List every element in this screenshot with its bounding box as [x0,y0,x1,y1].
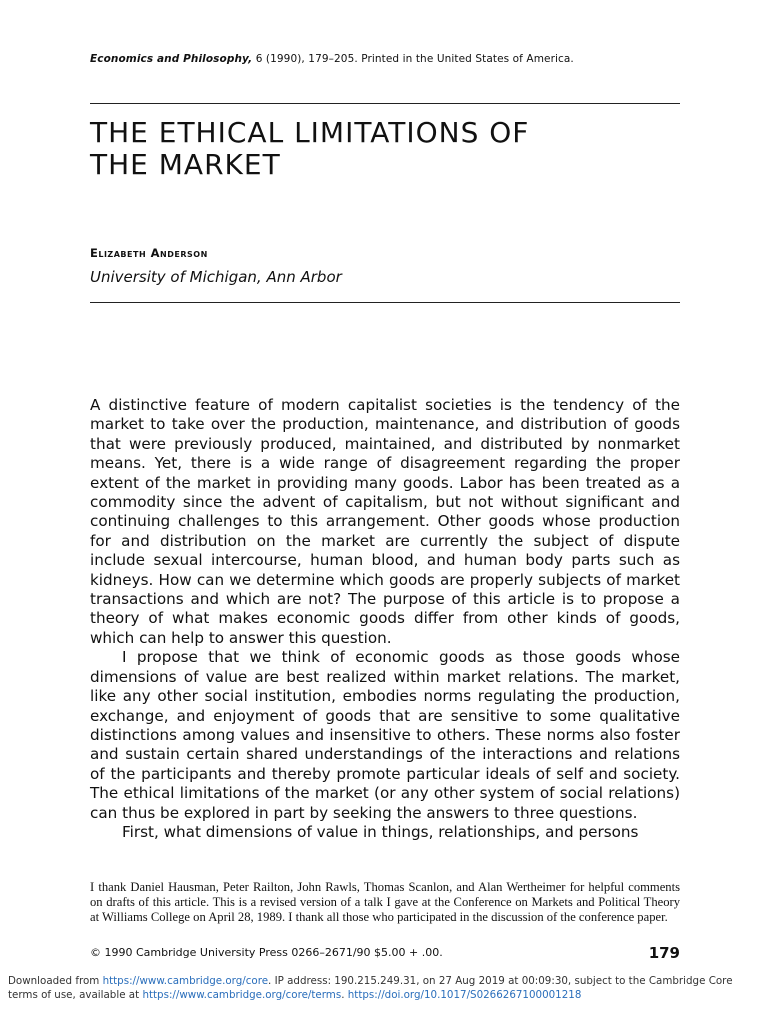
terms-link[interactable]: https://www.cambridge.org/core/terms [142,988,342,1001]
download-notice [8,975,760,1002]
article-title [90,117,690,181]
title-line-2: THE MARKET [90,148,281,181]
header-rule [90,103,680,104]
paragraph-3: First, what dimensions of value in things, relationships, and persons [122,822,639,841]
byline-rule [90,302,680,303]
paragraph-2: I propose that we think of economic goods as those goods whose dimensions of value are best realized within market relations. The market, like any other social institution, embodies norms regulating the production, exchange, and enjoyment of goods that are sensitive to some qualitative distinctions among values and insensitive to others. These norms also foster and sustain certain shared understandings of the interactions and relations of the participants and thereby promote particular ideals of self and society. The ethical limitations of the market (or any other system of social relations) can thus be explored in part by seeking the answers to three questions. [90,648,680,822]
acknowledgement-footnote: I thank Daniel Hausman, Peter Railton, John Rawls, Thomas Scanlon, and Alan Wertheimer for helpful comments on drafts of this article. This is a revised version of a talk I gave at the Conference on Markets and Political Theory at Williams College on April 28, 1989. I thank all those who participated in the discussion of the conference paper. [90,880,680,924]
download-prefix: Downloaded from [8,975,103,987]
paragraph-1: A distinctive feature of modern capitalist societies is the tendency of the market to take over the production, maintenance, and distribution of goods that were previously produced, maintained, and distributed by nonmarket means. Yet, there is a wide range of disagreement regarding the proper extent of the market in providing many goods. Labor has been treated as a commodity since the advent of capitalism, but not without significant and continuing challenges to this arrangement. Other goods whose production for and distribution on the market are currently the subject of dispute include sexual intercourse, human blood, and human body parts such as kidneys. How can we determine which goods are properly subjects of market transactions and which are not? The purpose of this article is to propose a theory of what makes economic goods differ from other kinds of goods, which can help to answer this question. [90,396,680,647]
journal-name: Economics and Philosophy, [90,53,253,65]
citation-details: 6 (1990), 179–205. Printed in the United States of America. [252,53,574,65]
title-line-1: THE ETHICAL LIMITATIONS OF [90,116,530,149]
article-body [90,396,680,842]
doi-link[interactable]: https://doi.org/10.1017/S0266267100001218 [347,988,582,1001]
copyright-line: © 1990 Cambridge University Press 0266–2671/90 $5.00 + .00. [90,946,443,959]
page-number: 179 [648,944,680,962]
download-middle: . IP address: 190.215.249.31, on 27 Aug 2019 at 00:09:30, subject to the Cambridge Core terms of use, available at [8,975,733,1001]
journal-citation [90,53,690,65]
cambridge-core-link[interactable]: https://www.cambridge.org/core [102,975,269,987]
author-name: Elizabeth Anderson [90,246,208,260]
download-sep: . [341,988,348,1001]
author-affiliation: University of Michigan, Ann Arbor [90,268,342,286]
